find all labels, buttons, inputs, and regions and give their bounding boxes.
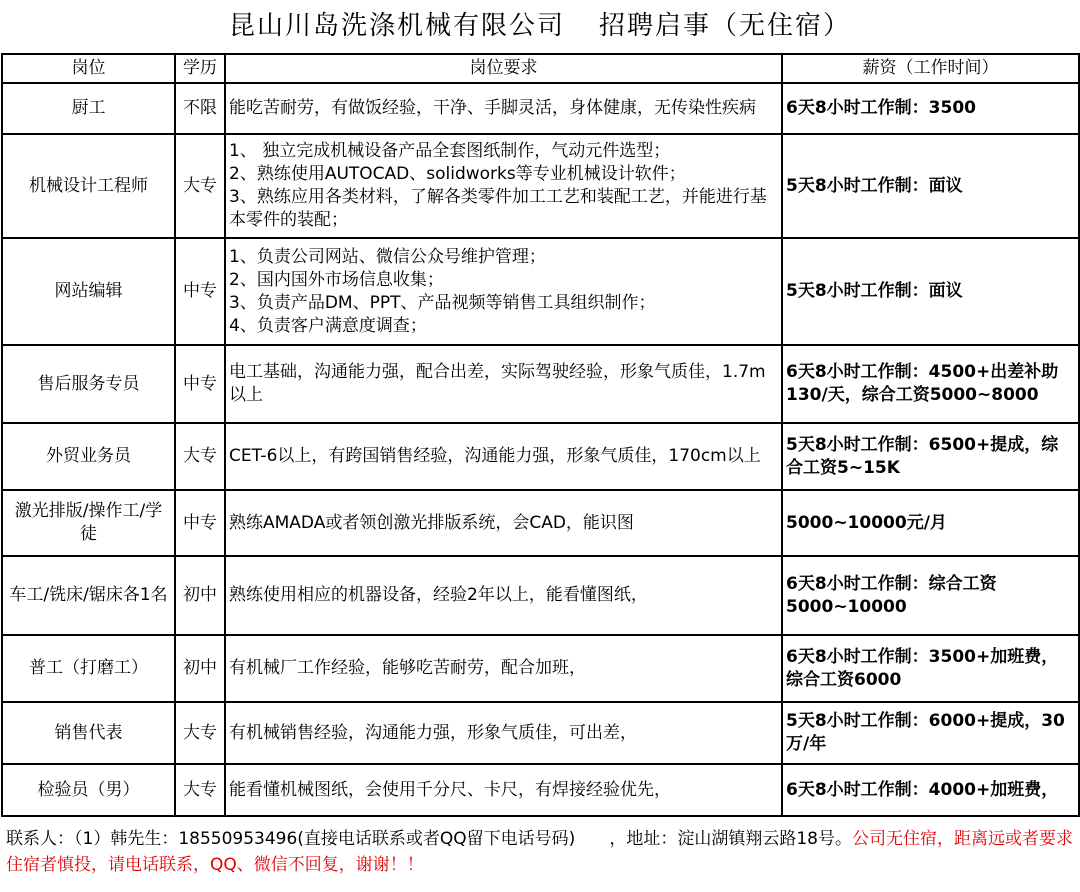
company-name: 昆山川岛洗涤机械有限公司 (228, 11, 565, 41)
requirement-line: 电工基础，沟通能力强，配合出差，实际驾驶经验，形象气质佳，1.7m 以上 (229, 362, 766, 405)
salary-cell: 6天8小时工作制：3500+加班费，综合工资6000 (782, 635, 1079, 702)
table-row (2, 635, 1079, 702)
notice-subtitle: 招聘启事（无住宿） (599, 11, 852, 41)
requirements-cell (225, 83, 782, 134)
requirement-line: CET-6以上，有跨国销售经验，沟通能力强，形象气质佳，170cm以上 (229, 446, 761, 466)
requirements-cell (225, 238, 782, 345)
requirement-line: 3、负责产品DM、PPT、产品视频等销售工具组织制作； (229, 292, 656, 313)
requirements-cell (225, 635, 782, 702)
salary-cell: 5000~10000元/月 (782, 490, 1079, 556)
position-cell: 外贸业务员 (2, 423, 175, 490)
no-housing-warning: 公司无住宿，距离远或者要求住宿者慎投，请电话联系，QQ、微信不回复，谢谢！！ (6, 829, 1073, 875)
education-cell: 中专 (175, 238, 225, 345)
salary-cell: 5天8小时工作制：6000+提成，30万/年 (782, 702, 1079, 764)
table-row (2, 238, 1079, 345)
page-title (0, 6, 1080, 46)
requirement-line: 有机械厂工作经验，能够吃苦耐劳，配合加班， (229, 658, 586, 678)
education-cell: 大专 (175, 702, 225, 764)
table-row (2, 556, 1079, 635)
requirement-line: 2、国内国外市场信息收集； (229, 269, 444, 290)
table-row (2, 83, 1079, 134)
position-cell: 销售代表 (2, 702, 175, 764)
salary-cell: 5天8小时工作制：6500+提成，综合工资5~15K (782, 423, 1079, 490)
table-row (2, 423, 1079, 490)
salary-cell: 6天8小时工作制：4000+加班费， (782, 764, 1079, 816)
requirement-line: 熟练AMADA或者领创激光排版系统，会CAD，能识图 (229, 512, 634, 533)
position-cell: 售后服务专员 (2, 345, 175, 423)
requirement-line: 能看懂机械图纸，会使用千分尺、卡尺，有焊接经验优先， (229, 779, 671, 800)
requirement-line: 有机械销售经验，沟通能力强，形象气质佳，可出差， (229, 722, 637, 743)
position-cell: 厨工 (2, 83, 175, 134)
education-cell: 不限 (175, 83, 225, 134)
requirement-line: 能吃苦耐劳，有做饭经验，干净、手脚灵活，身体健康，无传染性疾病 (229, 98, 756, 118)
education-cell: 大专 (175, 423, 225, 490)
requirements-cell (225, 134, 782, 238)
requirements-cell (225, 423, 782, 490)
requirements-cell (225, 490, 782, 556)
education-cell: 中专 (175, 345, 225, 423)
contact-info: 联系人：（1）韩先生：18550953496(直接电话联系或者QQ留下电话号码) ，地址：淀山湖镇翔云路18号。 (6, 829, 852, 849)
header-position: 岗位 (2, 54, 175, 83)
requirement-line: 熟练使用相应的机器设备，经验2年以上，能看懂图纸， (229, 585, 648, 605)
position-cell: 普工（打磨工） (2, 635, 175, 702)
education-cell: 大专 (175, 764, 225, 816)
position-cell: 机械设计工程师 (2, 134, 175, 238)
requirement-line: 1、 独立完成机械设备产品全套图纸制作，气动元件选型； (229, 141, 671, 161)
header-salary: 薪资（工作时间） (782, 54, 1079, 83)
requirement-line: 1、负责公司网站、微信公众号维护管理； (229, 246, 546, 267)
header-requirements: 岗位要求 (225, 54, 782, 83)
education-cell: 中专 (175, 490, 225, 556)
salary-cell: 6天8小时工作制：3500 (782, 83, 1079, 134)
recruitment-table (1, 53, 1080, 817)
salary-cell: 6天8小时工作制：综合工资5000~10000 (782, 556, 1079, 635)
table-row (2, 490, 1079, 556)
table-row (2, 702, 1079, 764)
salary-cell: 6天8小时工作制：4500+出差补助130/天，综合工资5000~8000 (782, 345, 1079, 423)
header-education: 学历 (175, 54, 225, 83)
salary-cell: 5天8小时工作制：面议 (782, 238, 1079, 345)
position-cell: 激光排版/操作工/学徒 (2, 490, 175, 556)
position-cell: 检验员（男） (2, 764, 175, 816)
table-row (2, 134, 1079, 238)
education-cell: 初中 (175, 635, 225, 702)
table-header-row (2, 54, 1079, 83)
education-cell: 大专 (175, 134, 225, 238)
requirement-line: 3、熟练应用各类材料，了解各类零件加工工艺和装配工艺，并能进行基本零件的装配； (229, 187, 767, 230)
requirements-cell (225, 345, 782, 423)
position-cell: 网站编辑 (2, 238, 175, 345)
position-cell: 车工/铣床/锯床各1名 (2, 556, 175, 635)
requirement-line: 2、熟练使用AUTOCAD、solidworks等专业机械设计软件； (229, 164, 686, 184)
contact-footer (6, 826, 1076, 878)
table-row (2, 345, 1079, 423)
table-row (2, 764, 1079, 816)
salary-cell: 5天8小时工作制：面议 (782, 134, 1079, 238)
education-cell: 初中 (175, 556, 225, 635)
requirement-line: 4、负责客户满意度调查； (229, 315, 427, 336)
requirements-cell (225, 764, 782, 816)
requirements-cell (225, 556, 782, 635)
requirements-cell (225, 702, 782, 764)
